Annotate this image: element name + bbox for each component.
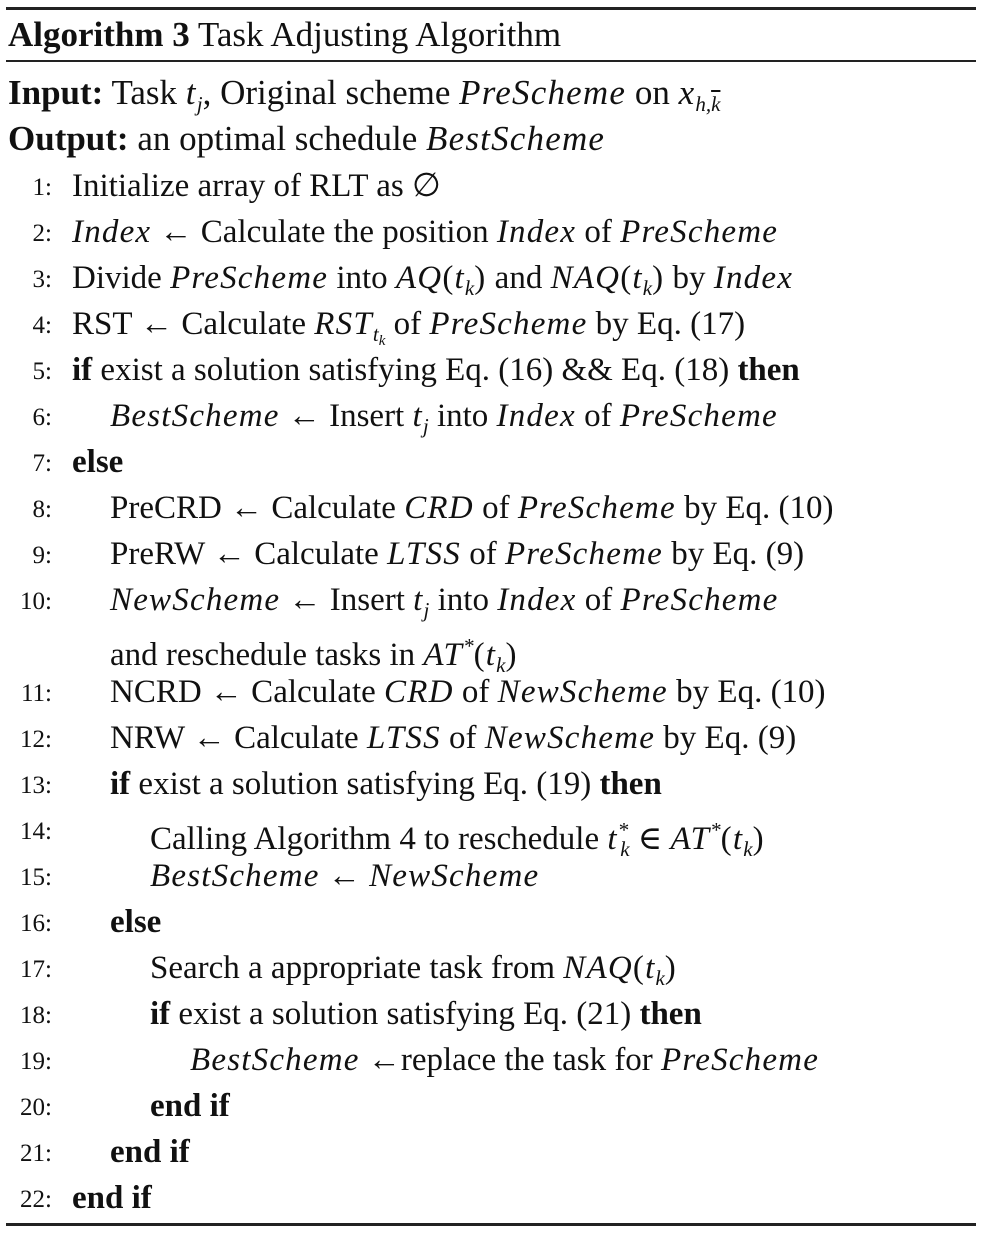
algo-line-2 <box>0 209 988 255</box>
line-code: Index ← Calculate the position Index of PreScheme <box>72 214 779 250</box>
line-number: 21: <box>20 1140 52 1167</box>
algo-line-5 <box>0 347 988 393</box>
input-text-on: on <box>634 73 670 112</box>
algo-line-12 <box>0 715 988 761</box>
output-text: an optimal schedule <box>137 119 418 158</box>
algorithm-caption <box>8 16 561 54</box>
line-code: else <box>72 444 124 480</box>
algo-line-10 <box>0 577 988 623</box>
input-text-task: Task <box>111 73 178 112</box>
algo-line-14 <box>0 807 988 861</box>
line-code: else <box>110 904 162 940</box>
algorithm-title: Task Adjusting Algorithm <box>197 15 562 54</box>
line-number: 14: <box>20 818 52 845</box>
algo-line-3 <box>0 255 988 301</box>
line-code: Divide PreScheme into $AQ(t_k)$ and $NAQ(t_k)$ by Index <box>72 260 794 300</box>
line-code: and reschedule tasks in $AT^*(t_k)$ <box>110 634 518 677</box>
line-number: 12: <box>20 726 52 753</box>
line-number: 13: <box>20 772 52 799</box>
line-code: end if <box>150 1088 230 1124</box>
line-number: 20: <box>20 1094 52 1121</box>
algo-line-22 <box>0 1175 988 1221</box>
algo-line-16 <box>0 899 988 945</box>
line-number: 5: <box>32 358 52 385</box>
line-code: BestScheme ← Insert $t_j$ into Index of PreScheme <box>110 398 778 438</box>
line-code: end if <box>72 1180 152 1216</box>
algo-line-10-cont <box>0 623 988 677</box>
algo-line-1 <box>0 163 988 209</box>
output-line <box>8 119 605 159</box>
line-number: 8: <box>32 496 52 523</box>
algo-line-9 <box>0 531 988 577</box>
line-number: 16: <box>20 910 52 937</box>
line-number: 6: <box>32 404 52 431</box>
line-number: 1: <box>32 174 52 201</box>
algo-line-15 <box>0 853 988 899</box>
line-code: end if <box>110 1134 190 1170</box>
line-number: 18: <box>20 1002 52 1029</box>
algo-line-13 <box>0 761 988 807</box>
line-number: 19: <box>20 1048 52 1075</box>
algo-line-11 <box>0 669 988 715</box>
line-code: NRW ← Calculate LTSS of NewScheme by Eq. (9) <box>110 720 797 756</box>
caption-rule <box>6 60 976 62</box>
line-code: NewScheme ← Insert $t_j$ into Index of PreScheme <box>110 582 779 622</box>
line-number: 4: <box>32 312 52 339</box>
math-x-hk: $x_{h,\overline{k}}$ <box>678 73 721 116</box>
line-number: 9: <box>32 542 52 569</box>
algo-line-17 <box>0 945 988 991</box>
input-text-scheme: , Original scheme <box>202 73 451 112</box>
algo-line-8 <box>0 485 988 531</box>
algo-line-21 <box>0 1129 988 1175</box>
line-code: Initialize array of RLT as ∅ <box>72 168 441 204</box>
line-code: if exist a solution satisfying Eq. (16) && Eq. (18) then <box>72 352 800 388</box>
algo-line-7 <box>0 439 988 485</box>
math-tj: $t_j$ <box>185 73 203 116</box>
top-rule <box>6 7 976 10</box>
line-number: 17: <box>20 956 52 983</box>
math-bestscheme: BestScheme <box>426 119 606 158</box>
algo-line-18 <box>0 991 988 1037</box>
algo-line-19 <box>0 1037 988 1083</box>
algo-line-20 <box>0 1083 988 1129</box>
line-code: PreRW ← Calculate LTSS of PreScheme by Eq. (9) <box>110 536 805 572</box>
line-code: RST ← Calculate $RST_{t_k}$ of PreScheme by Eq. (17) <box>72 306 746 349</box>
algorithm-label: Algorithm 3 <box>8 15 190 54</box>
line-number: 10: <box>20 588 52 615</box>
input-label: Input: <box>8 73 104 112</box>
line-number: 3: <box>32 266 52 293</box>
line-code: if exist a solution satisfying Eq. (21) then <box>150 996 702 1032</box>
algo-line-4 <box>0 301 988 347</box>
math-prescheme: PreScheme <box>459 73 627 112</box>
line-number: 2: <box>32 220 52 247</box>
line-number: 7: <box>32 450 52 477</box>
line-code: Calling Algorithm 4 to reschedule $t^*_k$ ∈ $AT^*(t_k)$ <box>150 818 765 861</box>
line-code: Search a appropriate task from $NAQ(t_k)$ <box>150 950 677 990</box>
line-code: NCRD ← Calculate CRD of NewScheme by Eq. (10) <box>110 674 826 710</box>
line-code: if exist a solution satisfying Eq. (19) then <box>110 766 662 802</box>
line-code: PreCRD ← Calculate CRD of PreScheme by Eq. (10) <box>110 490 834 526</box>
line-code: BestScheme ←replace the task for PreScheme <box>190 1042 820 1078</box>
input-line <box>8 73 720 124</box>
line-number: 22: <box>20 1186 52 1213</box>
algo-line-6 <box>0 393 988 439</box>
line-code: BestScheme ← NewScheme <box>150 858 540 894</box>
line-number: 15: <box>20 864 52 891</box>
bottom-rule <box>6 1223 976 1226</box>
line-number: 11: <box>20 680 52 707</box>
output-label: Output: <box>8 119 129 158</box>
